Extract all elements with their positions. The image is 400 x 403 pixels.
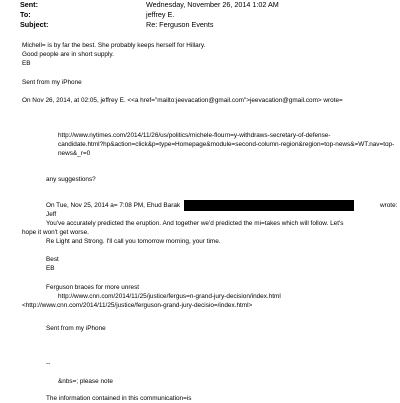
sent-value: Wednesday, November 26, 2014 1:02 AM: [146, 0, 279, 9]
body-line: Sent from my iPhone: [46, 325, 106, 332]
body-line: Re Light and Strong. I'll call you tomorrow morning, your time.: [46, 238, 221, 245]
body-line: You've accurately predicted the eruption. And together we'd predicted the mi=takes which will follow. Let's: [46, 220, 344, 227]
to-label: To:: [20, 10, 31, 19]
body-line: --: [46, 360, 51, 367]
body-line: Good people are in short supply.: [22, 51, 114, 58]
to-value: jeffrey E.: [146, 10, 175, 19]
body-line: On Tue, Nov 25, 2014 a= 7:08 PM, Ehud Barak: [46, 202, 181, 209]
body-line: Jeff: [46, 211, 57, 218]
link-line: http://www.cnn.com/2014/11/25/justice/fergus=n-grand-jury-decision/index.html: [58, 293, 281, 300]
body-line: Ferguson braces for more unrest: [46, 284, 140, 291]
link-line: http://www.nytimes.com/2014/11/26/us/politics/michele-flourn=y-withdraws-secretary-of-defense-: [58, 132, 331, 139]
link-line: <http://www.cnn.com/2014/11/25/justice/ferguson-grand-jury-decisio=/index.html>: [22, 302, 253, 309]
link-line: candidate.html?hp&action=click&p=type=Homepage&module=second-column-region&region=top-news&=WT.nav=top-: [58, 141, 395, 148]
body-line: The information contained in this communication=is: [46, 395, 192, 402]
body-line: EB: [22, 60, 31, 67]
body-line: hope it won't get worse.: [22, 229, 89, 236]
body-line: Best: [46, 256, 59, 263]
redaction-bar: [184, 200, 354, 211]
body-line: Michell= is by far the best. She probably keeps herself for Hillary.: [22, 42, 206, 49]
body-line: &nbs=; please note: [58, 378, 113, 385]
body-line: any suggestions?: [46, 176, 96, 183]
link-line: news&_r=0: [58, 150, 91, 157]
subject-value: Re: Ferguson Events: [146, 20, 214, 29]
body-line: On Nov 26, 2014, at 02:05, jeffrey E. <<a href="mailto:jeevacation@gmail.com">jeevacation@gmail.com> wrote=: [22, 97, 343, 104]
sent-label: Sent:: [20, 0, 38, 9]
subject-label: Subject:: [20, 20, 49, 29]
body-line: wrote:: [380, 202, 398, 209]
body-line: Sent from my iPhone: [22, 79, 82, 86]
body-line: EB: [46, 265, 55, 272]
